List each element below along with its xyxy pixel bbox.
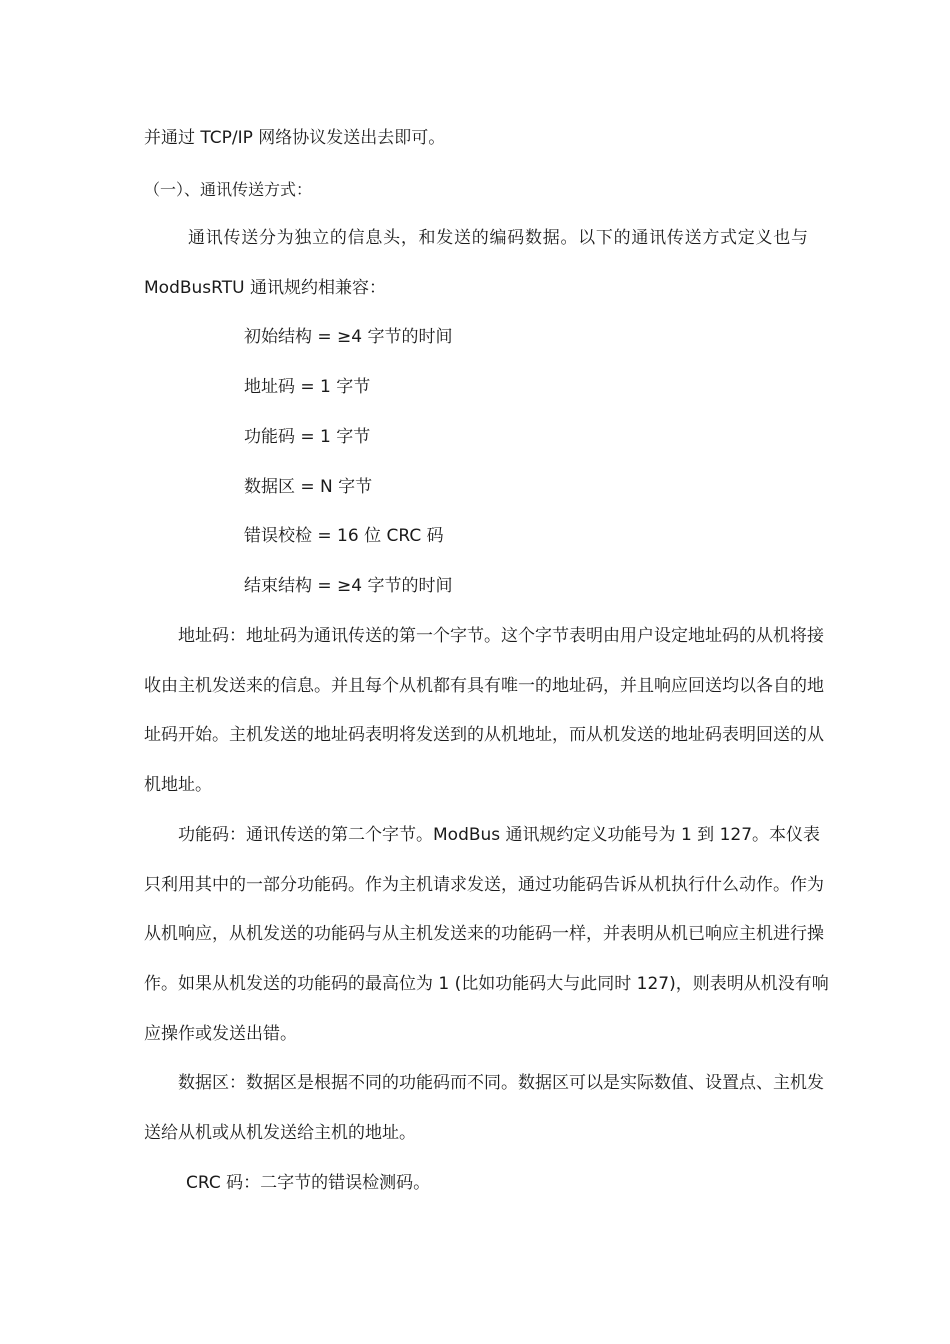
- paragraph-line: 数据区：数据区是根据不同的功能码而不同。数据区可以是实际数值、设置点、主机发: [178, 1073, 824, 1093]
- definition-line: 数据区 = N 字节: [244, 477, 373, 497]
- paragraph-line: CRC 码：二字节的错误检测码。: [186, 1173, 431, 1193]
- paragraph-line: 从机响应，从机发送的功能码与从主机发送来的功能码一样，并表明从机已响应主机进行操: [144, 924, 824, 944]
- section-heading: （一）、通讯传送方式：: [144, 180, 313, 199]
- paragraph-line: ModBusRTU 通讯规约相兼容：: [144, 278, 386, 298]
- paragraph-line: 通讯传送分为独立的信息头，和发送的编码数据。以下的通讯传送方式定义也与: [188, 228, 808, 248]
- definition-line: 错误校检 = 16 位 CRC 码: [244, 526, 444, 546]
- paragraph-line: 功能码：通讯传送的第二个字节。ModBus 通讯规约定义功能号为 1 到 127。本仪表: [178, 825, 821, 845]
- definition-line: 功能码 = 1 字节: [244, 427, 371, 447]
- paragraph-line: 作。如果从机发送的功能码的最高位为 1 (比如功能码大与此同时 127)，则表明从机没有响: [144, 974, 829, 994]
- paragraph-line: 送给从机或从机发送给主机的地址。: [144, 1123, 416, 1143]
- paragraph-line: 只利用其中的一部分功能码。作为主机请求发送，通过功能码告诉从机执行什么动作。作为: [144, 875, 824, 895]
- paragraph-line: 地址码：地址码为通讯传送的第一个字节。这个字节表明由用户设定地址码的从机将接: [178, 626, 824, 646]
- paragraph-line: 址码开始。主机发送的地址码表明将发送到的从机地址，而从机发送的地址码表明回送的从: [144, 725, 824, 745]
- definition-line: 初始结构 = ≥4 字节的时间: [244, 327, 453, 347]
- paragraph-line: 并通过 TCP/IP 网络协议发送出去即可。: [144, 128, 446, 148]
- definition-line: 结束结构 = ≥4 字节的时间: [244, 576, 453, 596]
- paragraph-line: 应操作或发送出错。: [144, 1024, 297, 1044]
- paragraph-line: 收由主机发送来的信息。并且每个从机都有具有唯一的地址码，并且响应回送均以各自的地: [144, 676, 824, 696]
- paragraph-line: 机地址。: [144, 775, 212, 795]
- definition-line: 地址码 = 1 字节: [244, 377, 371, 397]
